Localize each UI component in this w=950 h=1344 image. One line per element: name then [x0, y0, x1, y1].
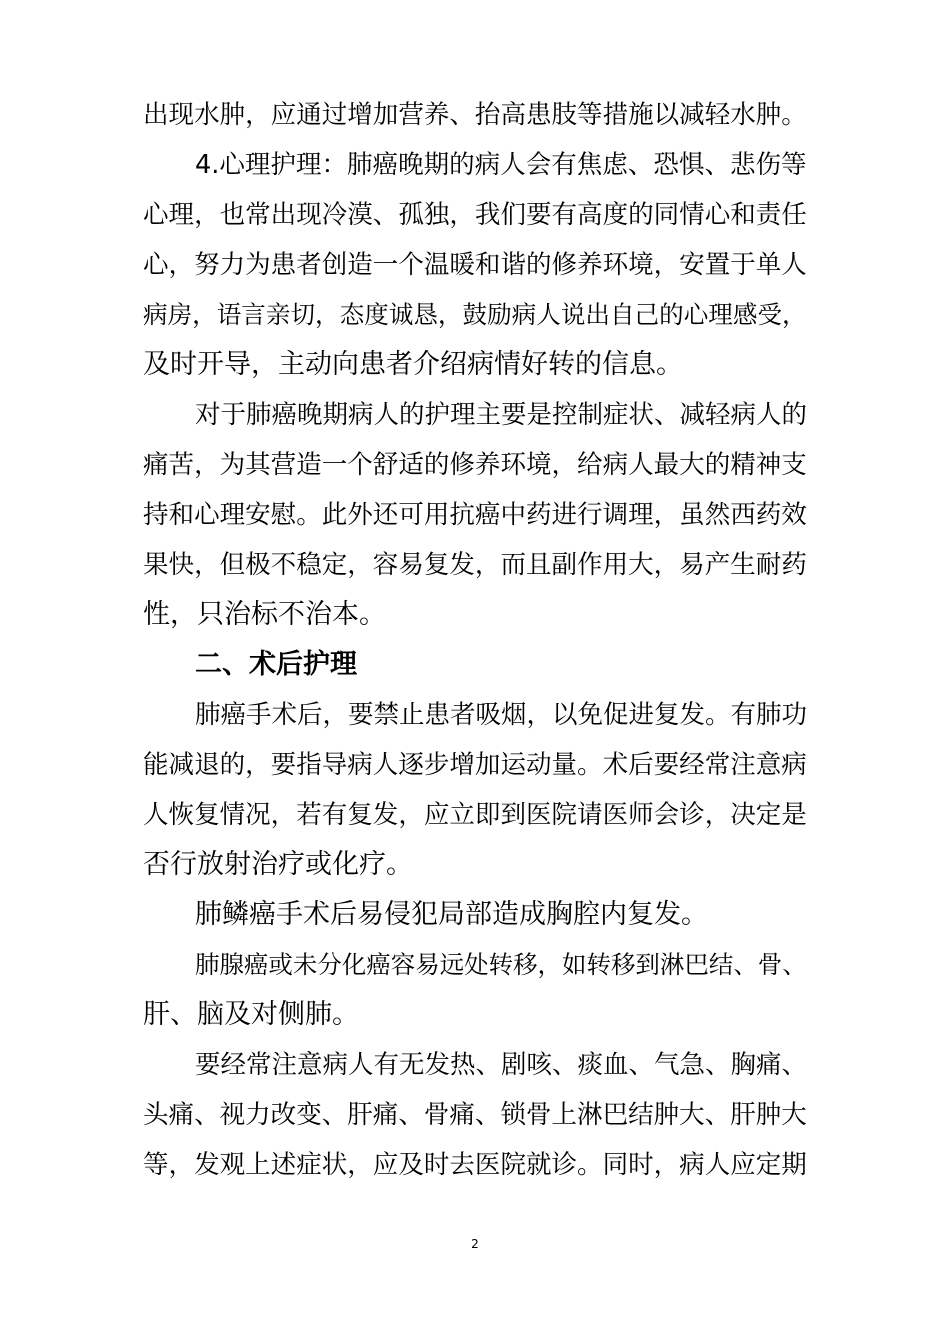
text-line: 肺腺癌或未分化癌容易远处转移，如转移到淋巴结、骨、 — [195, 950, 807, 979]
text-line: 等，发观上述症状，应及时去医院就诊。同时，病人应定期 — [143, 1150, 807, 1180]
text-line: 能减退的，要指导病人逐步增加运动量。术后要经常注意病 — [143, 750, 807, 780]
text-line: 4.心理护理：肺癌晚期的病人会有焦虑、恐惧、悲伤等 — [195, 150, 807, 180]
text-line: 及时开导，主动向患者介绍病情好转的信息。 — [143, 349, 683, 380]
text-line: 病房，语言亲切，态度诚恳，鼓励病人说出自己的心理感受， — [143, 300, 807, 329]
text-line: 痛苦，为其营造一个舒适的修养环境，给病人最大的精神支 — [143, 450, 807, 480]
text-line: 否行放射治疗或化疗。 — [143, 849, 413, 880]
text-line: 性，只治标不治本。 — [143, 599, 386, 630]
page-number: 2 — [471, 1237, 479, 1251]
text-line: 肺鳞癌手术后易侵犯局部造成胸腔内复发。 — [195, 899, 708, 930]
text-line: 持和心理安慰。此外还可用抗癌中药进行调理，虽然西药效 — [143, 500, 807, 530]
text-line: 人恢复情况，若有复发，应立即到医院请医师会诊，决定是 — [143, 800, 807, 830]
text-line: 头痛、视力改变、肝痛、骨痛、锁骨上淋巴结肿大、肝肿大 — [143, 1100, 807, 1130]
text-line: 肝、脑及对侧肺。 — [143, 999, 359, 1030]
text-line: 心，努力为患者创造一个温暖和谐的修养环境，安置于单人 — [143, 250, 807, 280]
text-line: 心理，也常出现冷漠、孤独，我们要有高度的同情心和责任 — [143, 200, 807, 230]
text-line: 要经常注意病人有无发热、剧咳、痰血、气急、胸痛、 — [195, 1050, 808, 1080]
text-line: 出现水肿，应通过增加营养、抬高患肢等措施以减轻水肿。 — [143, 100, 807, 130]
text-line: 肺癌手术后，要禁止患者吸烟，以免促进复发。有肺功 — [195, 700, 808, 730]
section-heading: 二、术后护理 — [195, 649, 357, 680]
text-line: 果快，但极不稳定，容易复发，而且副作用大，易产生耐药 — [143, 550, 807, 580]
text-line: 对于肺癌晚期病人的护理主要是控制症状、减轻病人的 — [195, 400, 808, 430]
